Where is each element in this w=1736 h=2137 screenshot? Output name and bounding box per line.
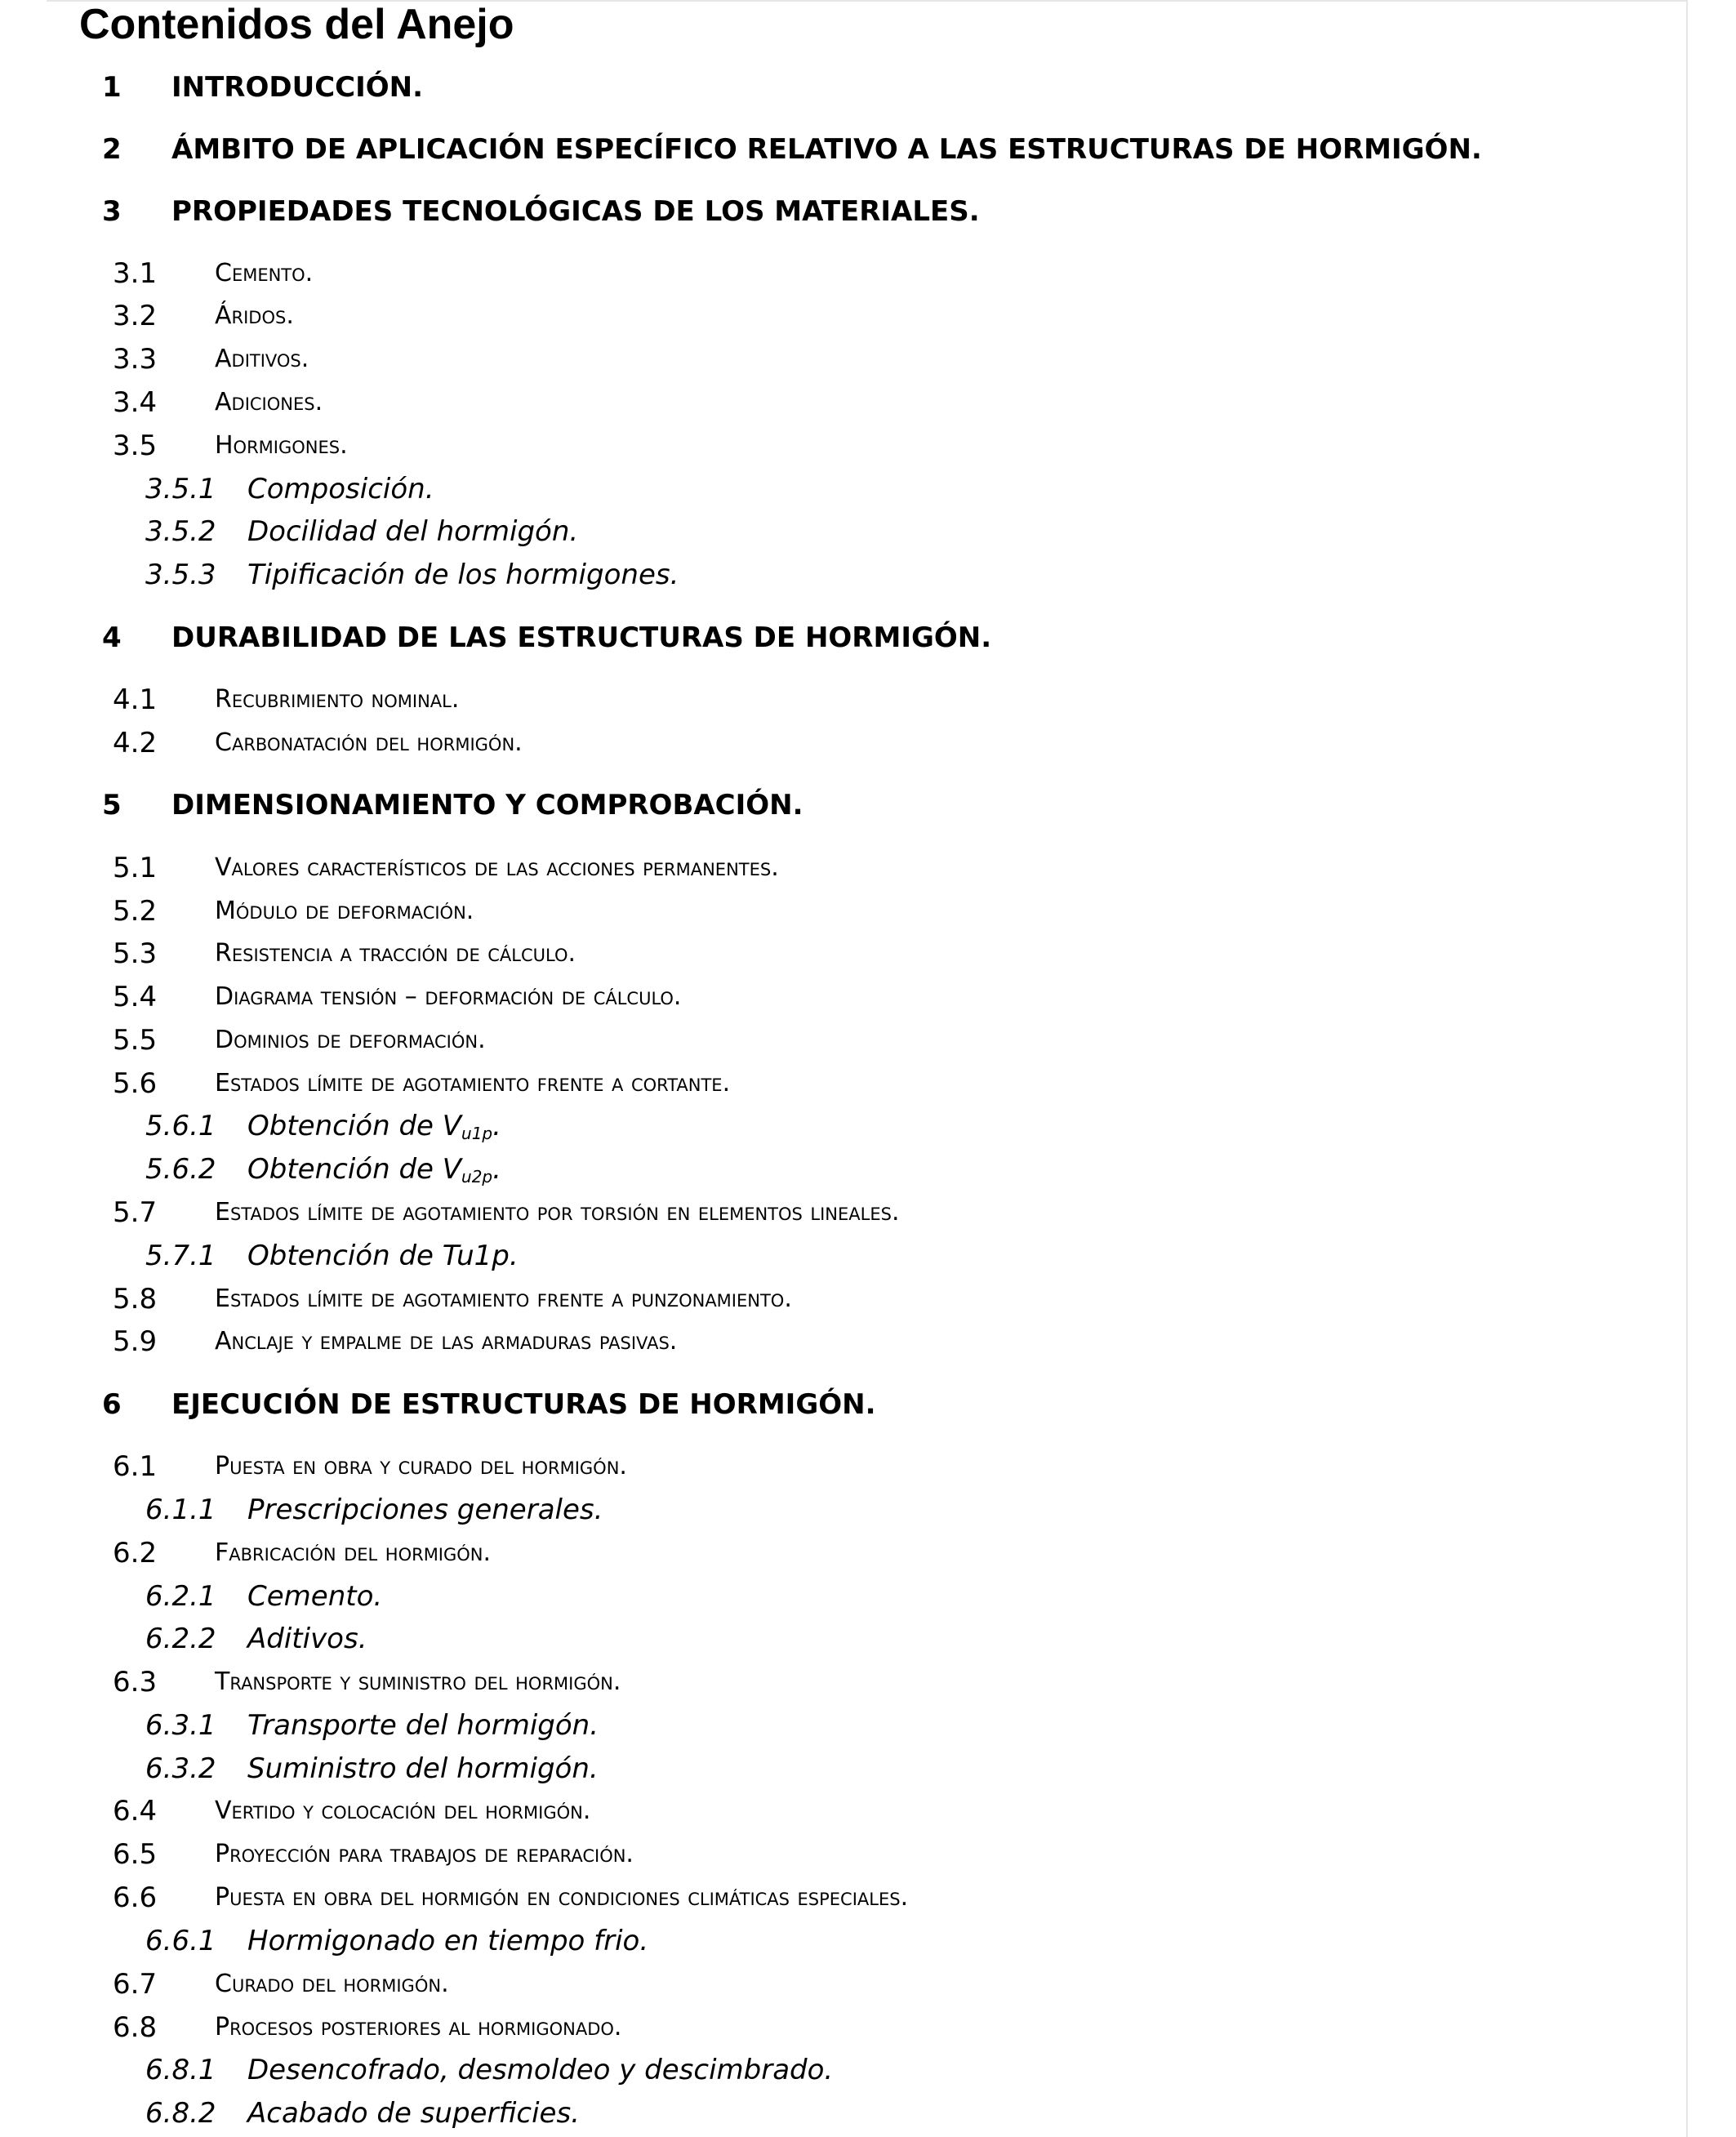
toc-entry-title: Hormigones.	[215, 431, 348, 460]
toc-entry-title: Áridos.	[215, 301, 294, 330]
toc-entry-number: 5.6	[113, 1067, 158, 1100]
toc-entry-title: Transporte y suministro del hormigón.	[215, 1667, 621, 1696]
toc-entry-number: 3.5.1	[145, 473, 216, 505]
toc-entry-title: DIMENSIONAMIENTO Y COMPROBACIÓN.	[171, 789, 803, 821]
toc-entry-number: 5.9	[113, 1325, 158, 1358]
toc-entry-title: Anclaje y empalme de las armaduras pasivas.	[215, 1327, 678, 1356]
toc-entry-title: Puesta en obra del hormigón en condiciones climáticas especiales.	[215, 1883, 909, 1912]
toc-entry-number: 3.1	[113, 257, 158, 290]
toc-entry-number: 5.5	[113, 1024, 158, 1057]
toc-entry-suffix: .	[492, 1110, 501, 1142]
toc-entry-title: Estados límite de agotamiento frente a punzonamiento.	[215, 1284, 792, 1313]
toc-entry-number: 5.3	[113, 937, 158, 970]
toc-entry-title: Módulo de deformación.	[215, 897, 474, 925]
toc-entry-title: Procesos posteriores al hormigonado.	[215, 2013, 622, 2041]
toc-entry-number: 6.8.1	[145, 2054, 216, 2086]
toc-entry-title: ÁMBITO DE APLICACIÓN ESPECÍFICO RELATIVO A LAS ESTRUCTURAS DE HORMIGÓN.	[171, 133, 1482, 166]
toc-entry-number: 6.2.1	[145, 1580, 216, 1613]
toc-entry-number: 3.4	[113, 386, 158, 419]
toc-entry-title: Desencofrado, desmoldeo y descimbrado.	[247, 2054, 834, 2086]
toc-entry-title: Valores característicos de las acciones permanentes.	[215, 853, 779, 882]
toc-entry-number: 3.5	[113, 430, 158, 462]
toc-entry-number: 6.4	[113, 1795, 158, 1828]
toc-entry-title: Obtención de Tu1p.	[247, 1240, 519, 1272]
toc-entry-title: Docilidad del hormigón.	[247, 515, 579, 548]
toc-entry-title: Aditivos.	[215, 345, 309, 373]
toc-entry-number: 5.8	[113, 1283, 158, 1316]
document-title: Contenidos del Anejo	[79, 1, 514, 48]
toc-entry-number: 4	[102, 621, 122, 654]
toc-entry-number: 4.2	[113, 727, 158, 759]
toc-entry-number: 6.1.1	[145, 1494, 216, 1526]
toc-entry-title: Estados límite de agotamiento frente a cortante.	[215, 1069, 731, 1097]
toc-entry-number: 6.3.1	[145, 1709, 216, 1742]
toc-entry-title-text: Obtención de V	[247, 1153, 462, 1186]
toc-entry-title: Puesta en obra y curado del hormigón.	[215, 1452, 627, 1480]
toc-entry-number: 3.5.3	[145, 559, 216, 591]
toc-entry-title: Acabado de superficies.	[247, 2097, 580, 2130]
toc-entry-number: 6.7	[113, 1968, 158, 2001]
toc-entry-subscript: u1p	[461, 1124, 493, 1143]
toc-entry-title-text: Obtención de V	[247, 1110, 462, 1142]
toc-entry-number: 6.6	[113, 1881, 158, 1914]
toc-entry-title: Hormigonado en tiempo frio.	[247, 1925, 649, 1957]
toc-entry-number: 5.1	[113, 852, 158, 884]
toc-entry-number: 3	[102, 195, 122, 228]
toc-entry-number: 6.8.2	[145, 2097, 216, 2130]
toc-entry-title: Curado del hormigón.	[215, 1970, 449, 1998]
toc-entry-number: 5.7.1	[145, 1240, 216, 1272]
toc-entry-number: 5.7	[113, 1196, 158, 1229]
toc-entry-title: Estados límite de agotamiento por torsión en elementos lineales.	[215, 1198, 900, 1227]
toc-entry-title: Suministro del hormigón.	[247, 1752, 599, 1785]
toc-entry-number: 5.6.2	[145, 1153, 216, 1186]
toc-entry-number: 6.2.2	[145, 1623, 216, 1655]
toc-entry-title: Cemento.	[215, 259, 314, 287]
toc-entry-title: EJECUCIÓN DE ESTRUCTURAS DE HORMIGÓN.	[171, 1388, 876, 1421]
toc-entry-subscript: u2p	[461, 1167, 493, 1186]
toc-entry-title: Fabricación del hormigón.	[215, 1538, 492, 1567]
toc-entry-number: 5	[102, 789, 122, 821]
toc-entry-title: Proyección para trabajos de reparación.	[215, 1840, 634, 1868]
toc-entry-number: 3.3	[113, 343, 158, 376]
toc-entry-number: 5.4	[113, 981, 158, 1013]
toc-entry-title: Composición.	[247, 473, 434, 505]
toc-entry-title: Diagrama tensión – deformación de cálculo.	[215, 982, 682, 1011]
toc-entry-title	[247, 1149, 501, 1197]
toc-entry-number: 2	[102, 133, 122, 166]
toc-entry-title: Cemento.	[247, 1580, 383, 1613]
toc-entry-title	[247, 1106, 501, 1154]
toc-entry-number: 5.6.1	[145, 1110, 216, 1142]
toc-entry-number: 6.2	[113, 1537, 158, 1569]
toc-entry-title: PROPIEDADES TECNOLÓGICAS DE LOS MATERIALES.	[171, 195, 980, 228]
toc-entry-title: Vertido y colocación del hormigón.	[215, 1796, 591, 1825]
toc-entry-number: 6.3	[113, 1666, 158, 1698]
toc-entry-title: Dominios de deformación.	[215, 1026, 486, 1054]
toc-entry-number: 3.2	[113, 300, 158, 332]
toc-entry-number: 3.5.2	[145, 515, 216, 548]
toc-entry-title: Tipificación de los hormigones.	[247, 559, 679, 591]
toc-entry-title: Aditivos.	[247, 1623, 367, 1655]
toc-entry-number: 6.5	[113, 1838, 158, 1871]
toc-entry-number: 4.1	[113, 683, 158, 716]
toc-entry-title: Transporte del hormigón.	[247, 1709, 599, 1742]
toc-entry-title: DURABILIDAD DE LAS ESTRUCTURAS DE HORMIGÓN.	[171, 621, 992, 654]
toc-entry-title: INTRODUCCIÓN.	[171, 71, 424, 104]
toc-entry-title: Recubrimiento nominal.	[215, 685, 460, 714]
toc-entry-number: 6.1	[113, 1450, 158, 1483]
toc-entry-title: Adiciones.	[215, 388, 323, 416]
toc-entry-number: 6.6.1	[145, 1925, 216, 1957]
toc-entry-number: 5.2	[113, 895, 158, 928]
toc-entry-title: Carbonatación del hormigón.	[215, 728, 523, 757]
toc-entry-number: 6.8	[113, 2011, 158, 2044]
toc-entry-number: 6	[102, 1388, 122, 1421]
toc-entry-title: Prescripciones generales.	[247, 1494, 603, 1526]
toc-entry-suffix: .	[492, 1153, 501, 1186]
toc-entry-title: Resistencia a tracción de cálculo.	[215, 939, 576, 968]
toc-entry-number: 6.3.2	[145, 1752, 216, 1785]
toc-entry-number: 1	[102, 71, 122, 104]
